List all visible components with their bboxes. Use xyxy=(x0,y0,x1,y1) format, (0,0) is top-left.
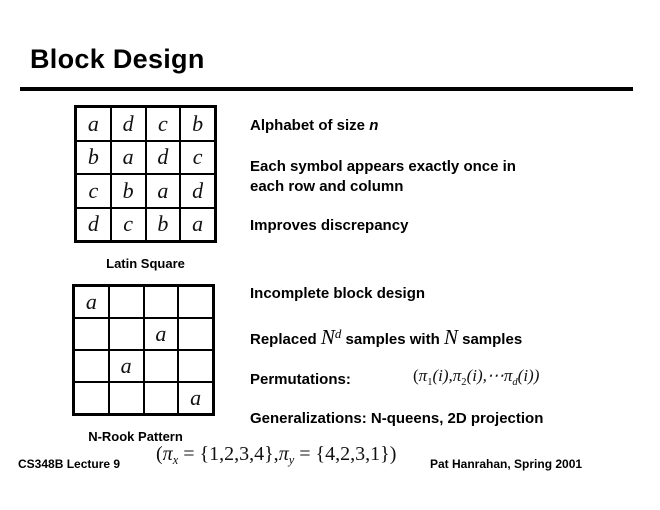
bullet-each-symbol-line1: Each symbol appears exactly once in xyxy=(250,158,516,175)
bullet-generalizations: Generalizations: N-queens, 2D projection xyxy=(250,410,544,427)
latin-cell-2-2: a xyxy=(146,174,181,208)
latin-cell-0-0: a xyxy=(76,107,111,141)
bottom-sub-y: y xyxy=(288,453,295,467)
perm-sub2: 2 xyxy=(461,377,467,388)
perm-sub3: d xyxy=(512,377,518,388)
nrook-cell-0-1 xyxy=(109,286,144,318)
perm-open: ( xyxy=(413,366,419,385)
nrook-cell-0-0: a xyxy=(74,286,109,318)
latin-cell-3-2: b xyxy=(146,208,181,242)
bullet-replaced-mid: samples with xyxy=(341,331,444,348)
bottom-open: ( xyxy=(156,443,163,465)
latin-cell-2-3: d xyxy=(180,174,215,208)
latin-cell-3-1: c xyxy=(111,208,146,242)
math-sup-d: d xyxy=(334,326,342,341)
footer-lecture: CS348B Lecture 9 xyxy=(18,457,121,471)
bottom-pi2: π xyxy=(278,443,289,465)
latin-cell-3-3: a xyxy=(180,208,215,242)
perm-arg1: (i), xyxy=(432,366,453,385)
nrook-cell-2-3 xyxy=(178,350,213,382)
nrook-cell-0-2 xyxy=(144,286,179,318)
perm-pi1: π xyxy=(418,366,428,385)
perm-pi2: π xyxy=(452,366,462,385)
perm-arg2: (i),⋯ xyxy=(466,366,504,385)
n-rook-label: N-Rook Pattern xyxy=(88,429,183,444)
perm-sub1: 1 xyxy=(427,377,433,388)
n-rook-grid xyxy=(72,284,215,416)
bottom-eq1: = {1,2,3,4}, xyxy=(178,443,279,465)
bottom-eq2: = {4,2,3,1}) xyxy=(294,443,397,465)
bottom-pi1: π xyxy=(162,443,173,465)
nrook-cell-2-1: a xyxy=(109,350,144,382)
bullet-improves: Improves discrepancy xyxy=(250,217,409,234)
latin-cell-0-2: c xyxy=(146,107,181,141)
nrook-cell-1-3 xyxy=(178,318,213,350)
math-n1: N xyxy=(320,325,335,349)
nrook-cell-2-0 xyxy=(74,350,109,382)
latin-square-grid xyxy=(74,105,217,243)
latin-cell-1-0: b xyxy=(76,141,111,175)
bullet-replaced-post: samples xyxy=(457,331,523,348)
nrook-cell-1-1 xyxy=(109,318,144,350)
bullet-replaced xyxy=(250,324,522,350)
latin-cell-1-2: d xyxy=(146,141,181,175)
math-n-d xyxy=(321,325,342,349)
bullet-alphabet-text: Alphabet of size xyxy=(250,117,370,134)
title-divider xyxy=(20,87,633,91)
bullet-incomplete: Incomplete block design xyxy=(250,285,426,302)
rook-permutation-formula xyxy=(156,443,396,468)
nrook-cell-3-0 xyxy=(74,382,109,414)
nrook-cell-1-0 xyxy=(74,318,109,350)
bullet-replaced-pre: Replaced xyxy=(250,331,321,348)
nrook-cell-3-1 xyxy=(109,382,144,414)
bullet-each-symbol xyxy=(250,157,516,197)
bullet-alphabet-var: n xyxy=(369,117,379,134)
permutations-formula xyxy=(413,366,539,388)
math-n: N xyxy=(443,325,458,349)
latin-cell-1-1: a xyxy=(111,141,146,175)
nrook-cell-0-3 xyxy=(178,286,213,318)
perm-pi3: π xyxy=(503,366,513,385)
latin-cell-1-3: c xyxy=(180,141,215,175)
latin-cell-3-0: d xyxy=(76,208,111,242)
latin-cell-2-0: c xyxy=(76,174,111,208)
nrook-cell-3-3: a xyxy=(178,382,213,414)
bullet-alphabet xyxy=(250,116,378,136)
perm-arg3: (i)) xyxy=(517,366,540,385)
latin-cell-0-1: d xyxy=(111,107,146,141)
footer-author: Pat Hanrahan, Spring 2001 xyxy=(430,457,583,471)
latin-cell-2-1: b xyxy=(111,174,146,208)
latin-cell-0-3: b xyxy=(180,107,215,141)
nrook-cell-1-2: a xyxy=(144,318,179,350)
latin-square-label: Latin Square xyxy=(106,256,185,271)
page-title: Block Design xyxy=(30,44,205,74)
nrook-cell-2-2 xyxy=(144,350,179,382)
bottom-sub-x: x xyxy=(172,453,179,467)
bullet-permutations-label: Permutations: xyxy=(250,371,351,388)
bullet-each-symbol-line2: each row and column xyxy=(250,178,404,195)
nrook-cell-3-2 xyxy=(144,382,179,414)
